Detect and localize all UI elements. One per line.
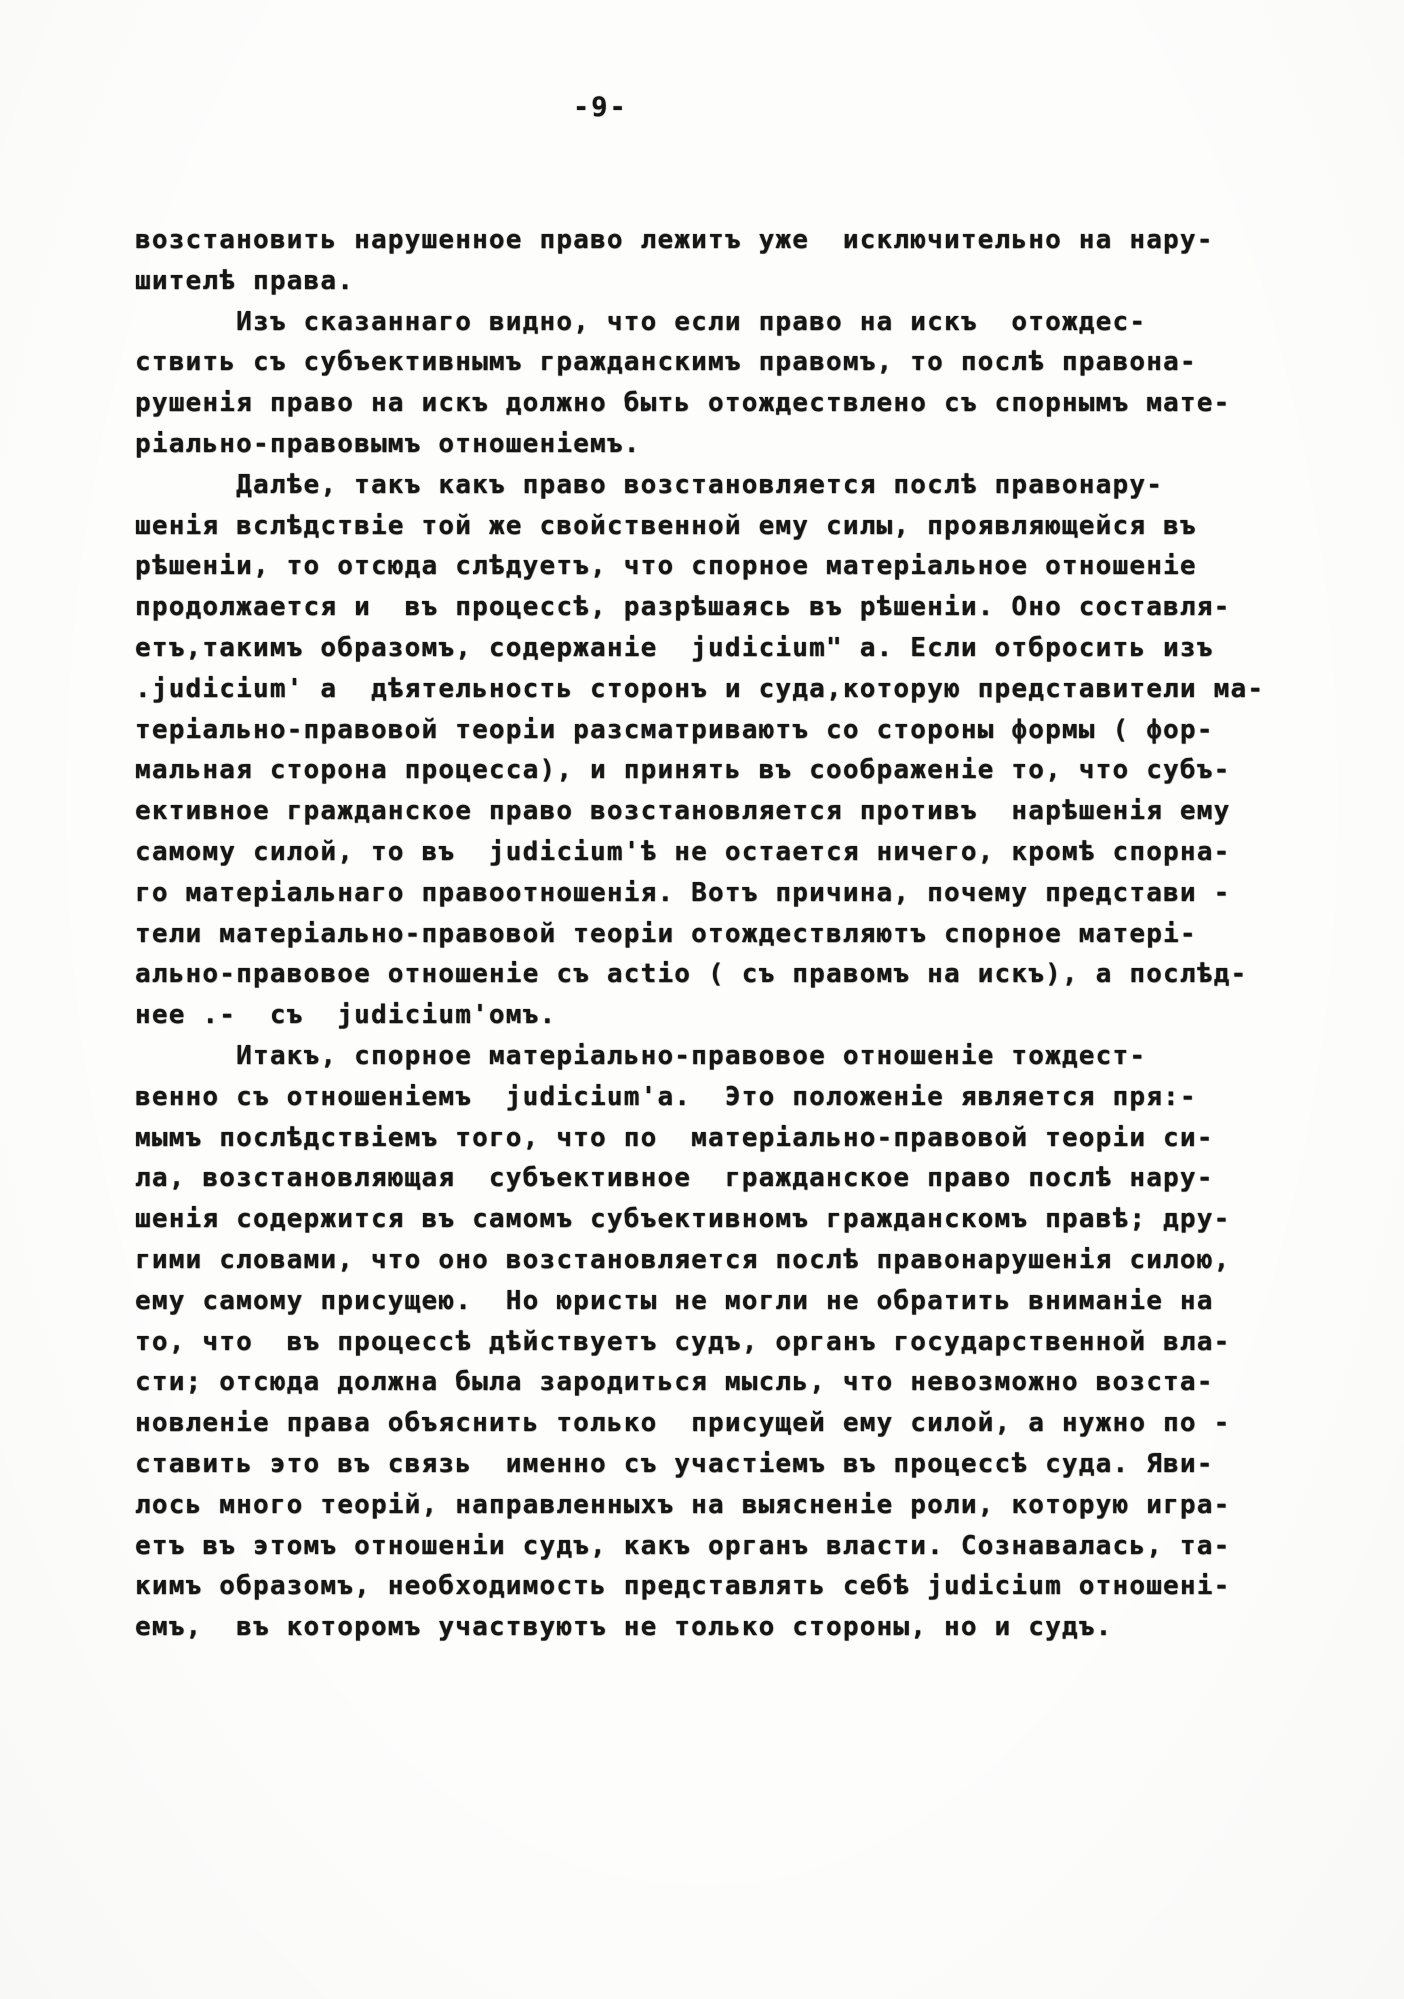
text-line: самому силой, то въ judicium'ѣ не остается ничего, кромѣ спорна- xyxy=(135,836,1231,867)
text-line: мальная сторона процесса), и принять въ соображеніе то, что субъ- xyxy=(135,755,1231,786)
text-line: ально-правовое отношеніе съ actio ( съ правомъ на искъ), а послѣд- xyxy=(135,959,1248,990)
text-line: Изъ сказаннаго видно, что если право на искъ отождес- xyxy=(135,306,1147,337)
text-line: гими словами, что оно возстановляется послѣ правонарушенія силою, xyxy=(135,1244,1231,1275)
text-line: ствить съ субъективнымъ гражданскимъ правомъ, то послѣ правона- xyxy=(135,347,1197,378)
text-line: лось много теорій, направленныхъ на выясненіе роли, которую игра- xyxy=(135,1489,1231,1520)
text-line: шителѣ права. xyxy=(135,265,355,296)
text-line: ставить это въ связь именно съ участіемъ въ процессѣ суда. Яви- xyxy=(135,1448,1214,1479)
text-line: ріально-правовымъ отношеніемъ. xyxy=(135,428,641,459)
text-line: кимъ образомъ, необходимость представлять себѣ judicium отношені- xyxy=(135,1571,1231,1602)
text-line: возстановить нарушенное право лежитъ уже исключительно на нару- xyxy=(135,225,1214,255)
text-line: Итакъ, спорное матеріально-правовое отношеніе тождест- xyxy=(135,1040,1147,1071)
text-line: сти; отсюда должна была зародиться мысль, что невозможно возста- xyxy=(135,1367,1214,1398)
text-line: ективное гражданское право возстановляется противъ нарѣшенія ему xyxy=(135,796,1231,827)
text-line: .judicium' а дѣятельность сторонъ и суда,которую представители ма- xyxy=(135,673,1265,704)
text-line: емъ, въ которомъ участвуютъ не только стороны, но и судъ. xyxy=(135,1612,1113,1643)
text-line: рѣшеніи, то отсюда слѣдуетъ, что спорное матеріальное отношеніе xyxy=(135,551,1197,582)
text-line: нее .- съ judicium'омъ. xyxy=(135,1000,557,1031)
text-line: то, что въ процессѣ дѣйствуетъ судъ, органъ государственной вла- xyxy=(135,1326,1231,1357)
text-line: новленіе права объяснить только присущей ему силой, а нужно по - xyxy=(135,1408,1231,1439)
text-line: тели матеріально-правовой теоріи отождествляютъ спорное матері- xyxy=(135,918,1197,949)
text-line: шенія вслѣдствіе той же свойственной ему силы, проявляющейся въ xyxy=(135,510,1197,541)
text-line: ему самому присущею. Но юристы не могли не обратить вниманіе на xyxy=(135,1285,1214,1316)
text-line: етъ въ этомъ отношеніи судъ, какъ органъ власти. Сознавалась, та- xyxy=(135,1530,1231,1561)
text-line: Далѣе, такъ какъ право возстановляется послѣ правонару- xyxy=(135,469,1164,500)
text-line: шенія содержится въ самомъ субъективномъ гражданскомъ правѣ; дру- xyxy=(135,1204,1231,1235)
text-line: венно съ отношеніемъ judicium'а. Это положеніе является пря:- xyxy=(135,1081,1197,1112)
text-line: продолжается и въ процессѣ, разрѣшаясь въ рѣшеніи. Оно составля- xyxy=(135,592,1231,623)
text-line: го матеріальнаго правоотношенія. Вотъ причина, почему представи - xyxy=(135,877,1231,908)
text-line: ла, возстановляющая субъективное гражданское право послѣ нару- xyxy=(135,1163,1214,1194)
text-line: рушенія право на искъ должно быть отождествлено съ спорнымъ мате- xyxy=(135,388,1231,419)
page-number: -9- xyxy=(573,92,628,123)
text-line: етъ,такимъ образомъ, содержаніе judicium" а. Если отбросить изъ xyxy=(135,632,1214,663)
text-line: теріально-правовой теоріи разсматриваютъ со стороны формы ( фор- xyxy=(135,714,1214,745)
text-line: мымъ послѣдствіемъ того, что по матеріально-правовой теоріи си- xyxy=(135,1122,1214,1153)
text-block xyxy=(135,220,1295,1648)
